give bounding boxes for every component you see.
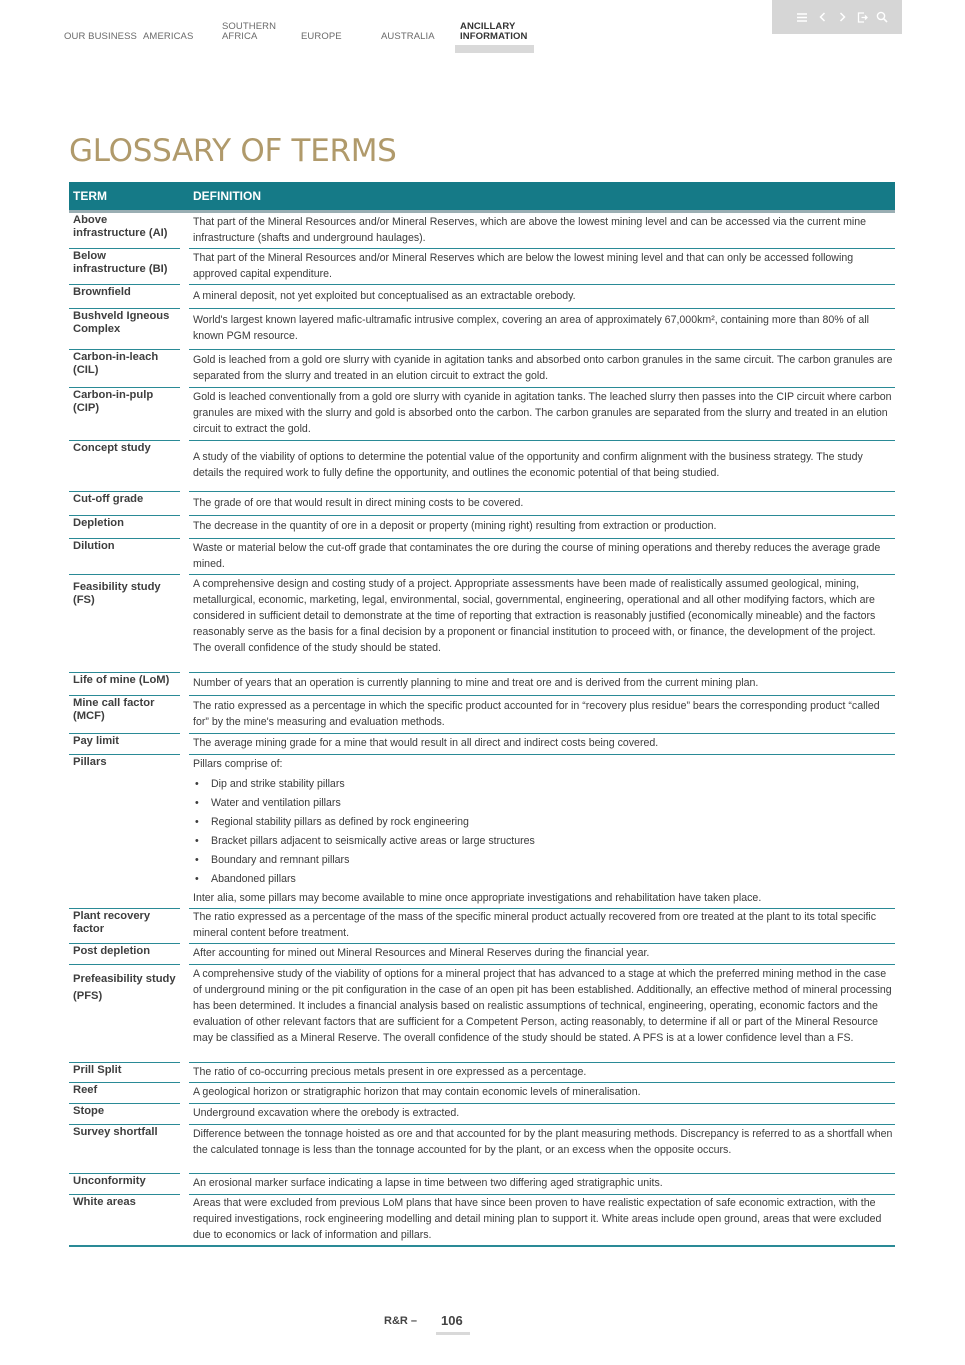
toolbar (772, 0, 902, 34)
term-cell: Above infrastructure (AI) (69, 213, 180, 249)
table-row (69, 350, 895, 388)
chevron-left-icon[interactable] (816, 10, 828, 24)
table-row (69, 309, 895, 350)
term-cell: Brownfield (69, 285, 180, 309)
table-row (69, 696, 895, 734)
nav-ancillary-information[interactable]: ANCILLARY INFORMATION (460, 21, 528, 42)
definition-cell (189, 1174, 895, 1195)
term-cell: Carbon-in-pulp (CIP) (69, 388, 180, 441)
definition-cell (189, 441, 895, 492)
definition-cell (189, 1063, 895, 1083)
list-item: • Dip and strike stability pillars (193, 777, 895, 793)
table-row (69, 1125, 895, 1174)
definition-text: World's largest known layered mafic-ultramafic intrusive complex, covering an area of approximately 67,000km², containing more than 80% of all known PGM resource. (193, 314, 870, 342)
definition-cell (189, 1195, 895, 1247)
definition-text: The decrease in the quantity of ore in a deposit or property (mining right) resulting from extraction or production. (193, 520, 717, 533)
definition-text: The ratio expressed as a percentage of the mass of the specific mineral product actually recovered from ore treated at the plant to its total specific mineral content before treatment. (193, 911, 877, 939)
definition-text: A mineral deposit, not yet exploited but conceptualised as an extractable orebody. (193, 289, 576, 302)
definition-cell (189, 1083, 895, 1104)
definition-cell (189, 673, 895, 696)
definition-cell (189, 755, 895, 909)
table-row (69, 673, 895, 696)
term-cell: Feasibility study (FS) (69, 575, 180, 673)
top-navigation (0, 0, 965, 60)
nav-americas[interactable]: AMERICAS (143, 31, 194, 42)
table-row (69, 965, 895, 1063)
term-cell: Concept study (69, 441, 180, 492)
term-cell: Prill Split (69, 1063, 180, 1083)
table-row (69, 909, 895, 944)
table-row (69, 1174, 895, 1195)
table-row (69, 755, 895, 909)
definition-cell (189, 696, 895, 734)
definition-cell (189, 1125, 895, 1174)
definition-text: Waste or material below the cut-off grade that contaminates the ore during the course of mining operations and thereby reduces the average grade mined. (193, 541, 881, 570)
definition-cell (189, 734, 895, 755)
table-row (69, 492, 895, 516)
definition-cell (189, 350, 895, 388)
page-footer (0, 1310, 965, 1340)
table-row (69, 213, 895, 249)
table-row (69, 1104, 895, 1125)
definition-cell (189, 1104, 895, 1125)
search-icon[interactable] (876, 10, 888, 24)
list-item: • Boundary and remnant pillars (193, 853, 895, 869)
definition-text: An erosional marker surface indicating a lapse in time between two differing aged stratigraphic units. (193, 1177, 663, 1190)
definition-text: A comprehensive design and costing study of a project. Appropriate assessments have been made of realistically assumed geological, mining, metallurgical, economic, marketing, legal, environmental, social, governmental, engineering, operational and all other modifying factors, which are considered in sufficient detail to demonstrate at the time of reporting that extraction is reasonably justified (economically mineable) and the factors reasonably serve as the basis for a final decision by a proponent or financial institution to proceed with, or finance, the development of the project. The overall confidence of the study should be stated. (193, 578, 876, 654)
term-cell: Post depletion (69, 944, 180, 965)
definition-text: That part of the Mineral Resources and/or Mineral Reserves, which are above the lowest mining level and can be accessed via the current mine infrastructure (shafts and underground haulages). (193, 215, 867, 244)
list-item: • Bracket pillars adjacent to seismically active areas or large structures (193, 834, 895, 850)
definition-text: Underground excavation where the orebody is extracted. (193, 1107, 460, 1120)
table-header (69, 182, 895, 213)
definition-text: Gold is leached from a gold ore slurry with cyanide in agitation tanks and absorbed onto carbon granules in the same circuit. The carbon granules are separated from the slurry and treated in an elution circuit to extract the gold. (193, 353, 893, 382)
nav-southern-africa[interactable]: SOUTHERN AFRICA (222, 21, 277, 42)
definition-text: A geological horizon or stratigraphic horizon that may contain economic levels of mineralisation. (193, 1086, 641, 1099)
definition-outro: Inter alia, some pillars may become available to mine once appropriate investigations and rehabilitation have taken place. (193, 892, 762, 905)
chevron-right-icon[interactable] (836, 10, 848, 24)
term-cell: Depletion (69, 516, 180, 539)
bullet-list (193, 777, 895, 888)
definition-text: The grade of ore that would result in direct mining costs to be covered. (193, 496, 524, 509)
exit-icon[interactable] (856, 10, 868, 24)
definition-text: The average mining grade for a mine that would result in all direct and indirect costs being covered. (193, 737, 659, 750)
list-item: • Water and ventilation pillars (193, 796, 895, 812)
definition-cell (189, 944, 895, 965)
definition-cell (189, 492, 895, 516)
term-cell: Unconformity (69, 1174, 180, 1195)
definition-cell (189, 516, 895, 539)
nav-our-business[interactable]: OUR BUSINESS (64, 31, 137, 42)
nav-europe[interactable]: EUROPE (301, 31, 342, 42)
table-row (69, 516, 895, 539)
page-number-underline (436, 1332, 470, 1335)
menu-icon[interactable] (796, 10, 808, 24)
definition-cell (189, 249, 895, 285)
term-cell: Prefeasibility study (PFS) (69, 965, 180, 1063)
definition-text: After accounting for mined out Mineral Resources and Mineral Reserves during the financial year. (193, 947, 650, 960)
active-tab-indicator (455, 45, 534, 53)
term-cell: Pillars (69, 755, 180, 909)
table-row (69, 944, 895, 965)
term-cell: Mine call factor (MCF) (69, 696, 180, 734)
glossary-table (69, 182, 895, 1247)
term-cell: Life of mine (LoM) (69, 673, 180, 696)
column-header-term: TERM (73, 189, 107, 203)
definition-text: Pillars comprise of: (193, 758, 283, 770)
page-title: GLOSSARY OF TERMS (69, 133, 397, 169)
definition-cell (189, 909, 895, 944)
term-cell: Plant recovery factor (69, 909, 180, 944)
term-cell: Bushveld Igneous Complex (69, 309, 180, 350)
term-cell: Pay limit (69, 734, 180, 755)
definition-cell (189, 965, 895, 1063)
definition-text: That part of the Mineral Resources and/or Mineral Reserves which are below the lowest mining level and that can only be accessed following approved capital expenditure. (193, 251, 854, 280)
definition-text: A comprehensive study of the viability of options for a mineral project that has advanced to a stage at which the preferred mining method in the case of underground mining or the pit configuration in the case of an open pit has been established. Additionally, an effective method of mineral processing has been determined. It includes a financial analysis based on realistic assumptions of technical, engineering, operating, economic factors and the evaluation of other relevant factors that are sufficient for a Competent Person, acting reasonably, to determine if all or part of the Mineral Resource may be classified as a Mineral Reserve. The overall confidence of the study should be stated. A PFS is at a lower confidence level than a FS. (193, 968, 892, 1044)
definition-text: A study of the viability of options to determine the potential value of the opportunity and confirm alignment with the business strategy. The study details the required work to fully define the opportunity, and outlines the economic potential of that being studied. (193, 451, 863, 479)
term-cell: Stope (69, 1104, 180, 1125)
table-row (69, 734, 895, 755)
term-cell: Reef (69, 1083, 180, 1104)
definition-cell (189, 575, 895, 673)
term-cell: Carbon-in-leach (CIL) (69, 350, 180, 388)
term-cell: Below infrastructure (BI) (69, 249, 180, 285)
table-row (69, 441, 895, 492)
table-row (69, 388, 895, 441)
term-cell: Cut-off grade (69, 492, 180, 516)
definition-text: Areas that were excluded from previous LoM plans that have since been proven to have realistic expectation of safe economic extraction, with the required investigations, rock engineering modelling and detail mining plan to support it. White areas include open ground, areas that were excluded due to economics or lack of information and pillars. (193, 1197, 882, 1241)
definition-cell (189, 539, 895, 575)
table-row (69, 249, 895, 285)
table-row (69, 575, 895, 673)
list-item: • Regional stability pillars as defined by rock engineering (193, 815, 895, 831)
table-row (69, 539, 895, 575)
definition-cell (189, 309, 895, 350)
table-row (69, 285, 895, 309)
table-row (69, 1083, 895, 1104)
footer-label: R&R – (384, 1315, 418, 1327)
term-cell: White areas (69, 1195, 180, 1247)
term-cell: Survey shortfall (69, 1125, 180, 1174)
definition-text: The ratio of co-occurring precious metals present in ore expressed as a percentage. (193, 1065, 587, 1078)
definition-cell (189, 213, 895, 249)
definition-cell (189, 388, 895, 441)
definition-cell (189, 285, 895, 309)
page-number: 106 (441, 1313, 463, 1328)
nav-australia[interactable]: AUSTRALIA (381, 31, 435, 42)
definition-text: Difference between the tonnage hoisted as ore and that accounted for by the plant measuring methods. Discrepancy is referred to as a shortfall when the calculated tonnage is less than the tonnage accounted for by the plant, or an excess when the opposite occurs. (193, 1128, 893, 1156)
definition-text: Gold is leached conventionally from a gold ore slurry with cyanide in agitation tanks. The leached slurry then passes into the CIP circuit where carbon granules are mixed with the slurry and gold is absorbed onto the carbon. The carbon granules are separated from the slurry and treated in an elution circuit to extract the gold. (193, 391, 892, 435)
definition-text: Number of years that an operation is currently planning to mine and treat ore and is derived from the current mining plan. (193, 677, 759, 690)
definition-text: The ratio expressed as a percentage in which the specific product accounted for in “recovery plus residue” bears the corresponding product “called for” by the mine's measuring and evaluation methods. (193, 699, 880, 728)
column-header-definition: DEFINITION (193, 189, 261, 203)
term-cell: Dilution (69, 539, 180, 575)
table-row (69, 1195, 895, 1247)
table-row (69, 1063, 895, 1083)
list-item: • Abandoned pillars (193, 872, 895, 888)
